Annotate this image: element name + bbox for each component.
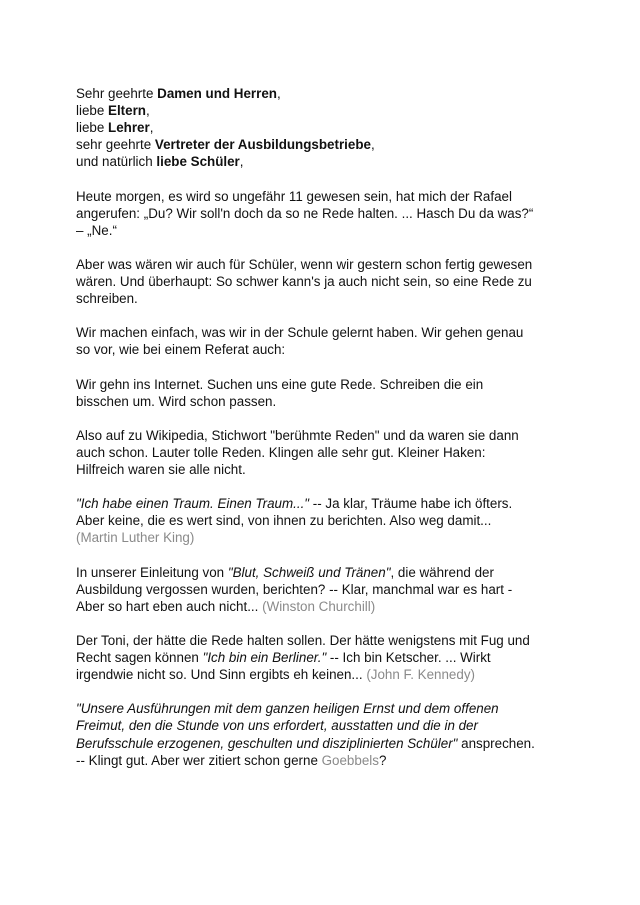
text-fragment: -- Klingt gut. Aber wer zitiert schon gerne [76, 752, 322, 768]
salutation-addressee: Damen und Herren [157, 86, 277, 101]
paragraph-goebbels [76, 700, 576, 768]
salutation-line [76, 119, 576, 136]
salutation-line [76, 102, 576, 119]
text-line: Wir machen einfach, was wir in der Schule gelernt haben. Wir gehen genau [76, 325, 524, 341]
text-fragment: -- Ja klar, Träume habe ich öfters. [309, 496, 513, 512]
quote-source: (John F. Kennedy) [366, 667, 475, 683]
text-fragment: ansprechen. [457, 735, 535, 751]
paragraph-intro [76, 188, 576, 239]
text-line: – „Ne.“ [76, 222, 117, 238]
text-line: Ausbildung vergossen wurden, berichten? -- Klar, manchmal war es hart - [76, 581, 513, 597]
speech-document [76, 85, 576, 786]
text-fragment: In unserer Einleitung von [76, 564, 228, 580]
quote-text: "Blut, Schweiß und Tränen" [227, 564, 391, 580]
text-line: schreiben. [76, 291, 138, 307]
text-line [76, 666, 576, 683]
salutation-addressee: Vertreter der Ausbildungsbetriebe [154, 137, 371, 153]
text-line [76, 564, 576, 581]
text-line: bisschen um. Wird schon passen. [76, 393, 277, 409]
salutation-prefix: Sehr geehrte [76, 86, 158, 101]
text-fragment: , die während der [390, 564, 494, 580]
salutation-comma: , [149, 120, 154, 136]
quote-text: "Unsere Ausführungen mit dem ganzen heiligen Ernst und dem offenen [76, 701, 499, 717]
text-line [76, 752, 576, 769]
salutation-addressee: liebe Schüler [156, 154, 240, 170]
salutation-comma: , [276, 86, 281, 101]
text-fragment: Recht sagen können [76, 650, 203, 666]
salutation-prefix: und natürlich [76, 154, 157, 170]
salutation [76, 85, 576, 170]
text-line: Aber was wären wir auch für Schüler, wenn wir gestern schon fertig gewesen [76, 256, 533, 272]
salutation-prefix: liebe [76, 120, 109, 136]
paragraph-schueler [76, 256, 576, 307]
paragraph-kennedy [76, 632, 576, 683]
salutation-comma: , [370, 137, 375, 153]
paragraph-wikipedia [76, 427, 576, 478]
text-line [76, 735, 576, 752]
quote-text: Freimut, den die Stunde von uns erfordert, ausstatten und die in der [76, 718, 478, 734]
text-fragment: ? [378, 752, 387, 768]
text-line: auch schon. Lauter tolle Reden. Klingen alle sehr gut. Kleiner Haken: [76, 444, 486, 460]
quote-source: Goebbels [321, 752, 379, 768]
paragraph-internet [76, 376, 576, 410]
salutation-comma: , [239, 154, 244, 170]
text-line: Wir gehn ins Internet. Suchen uns eine gute Rede. Schreiben die ein [76, 376, 484, 392]
salutation-prefix: liebe [76, 103, 109, 119]
text-line [76, 717, 576, 734]
text-line: Heute morgen, es wird so ungefähr 11 gewesen sein, hat mich der Rafael [76, 188, 512, 204]
salutation-comma: , [145, 103, 150, 119]
paragraph-schule [76, 324, 576, 358]
salutation-line [76, 85, 576, 102]
salutation-addressee: Lehrer [108, 120, 150, 136]
text-line [76, 598, 576, 615]
salutation-line [76, 153, 576, 170]
quote-text: "Ich habe einen Traum. Einen Traum..." [76, 496, 310, 512]
paragraph-churchill [76, 564, 576, 615]
quote-text: Berufsschule erzogenen, geschulten und disziplinierten Schüler" [76, 735, 458, 751]
text-line: angerufen: „Du? Wir soll'n doch da so ne Rede halten. ... Hasch Du da was?“ [76, 205, 534, 221]
text-line [76, 649, 576, 666]
text-fragment: irgendwie nicht so. Und Sinn ergibts eh keinen... [76, 667, 367, 683]
text-line: Der Toni, der hätte die Rede halten sollen. Der hätte wenigstens mit Fug und [76, 633, 530, 648]
text-line: Hilfreich waren sie alle nicht. [76, 462, 246, 478]
text-line: Aber keine, die es wert sind, von ihnen zu berichten. Also weg damit... [76, 513, 492, 529]
salutation-addressee: Eltern [108, 103, 146, 119]
text-line: so vor, wie bei einem Referat auch: [76, 342, 286, 358]
quote-source: (Martin Luther King) [76, 530, 195, 546]
text-line [76, 495, 576, 512]
text-fragment: Aber so hart eben auch nicht... [76, 598, 263, 614]
salutation-line [76, 136, 576, 153]
paragraph-mlk [76, 495, 576, 546]
quote-text: "Ich bin ein Berliner." [202, 650, 327, 666]
salutation-prefix: sehr geehrte [76, 137, 155, 153]
text-line: wären. Und überhaupt: So schwer kann's ja auch nicht sein, so eine Rede zu [76, 274, 532, 290]
text-line: Also auf zu Wikipedia, Stichwort "berühmte Reden" und da waren sie dann [76, 427, 519, 443]
text-fragment: -- Ich bin Ketscher. ... Wirkt [326, 650, 491, 666]
quote-source: (Winston Churchill) [262, 598, 376, 614]
text-line [76, 700, 576, 717]
